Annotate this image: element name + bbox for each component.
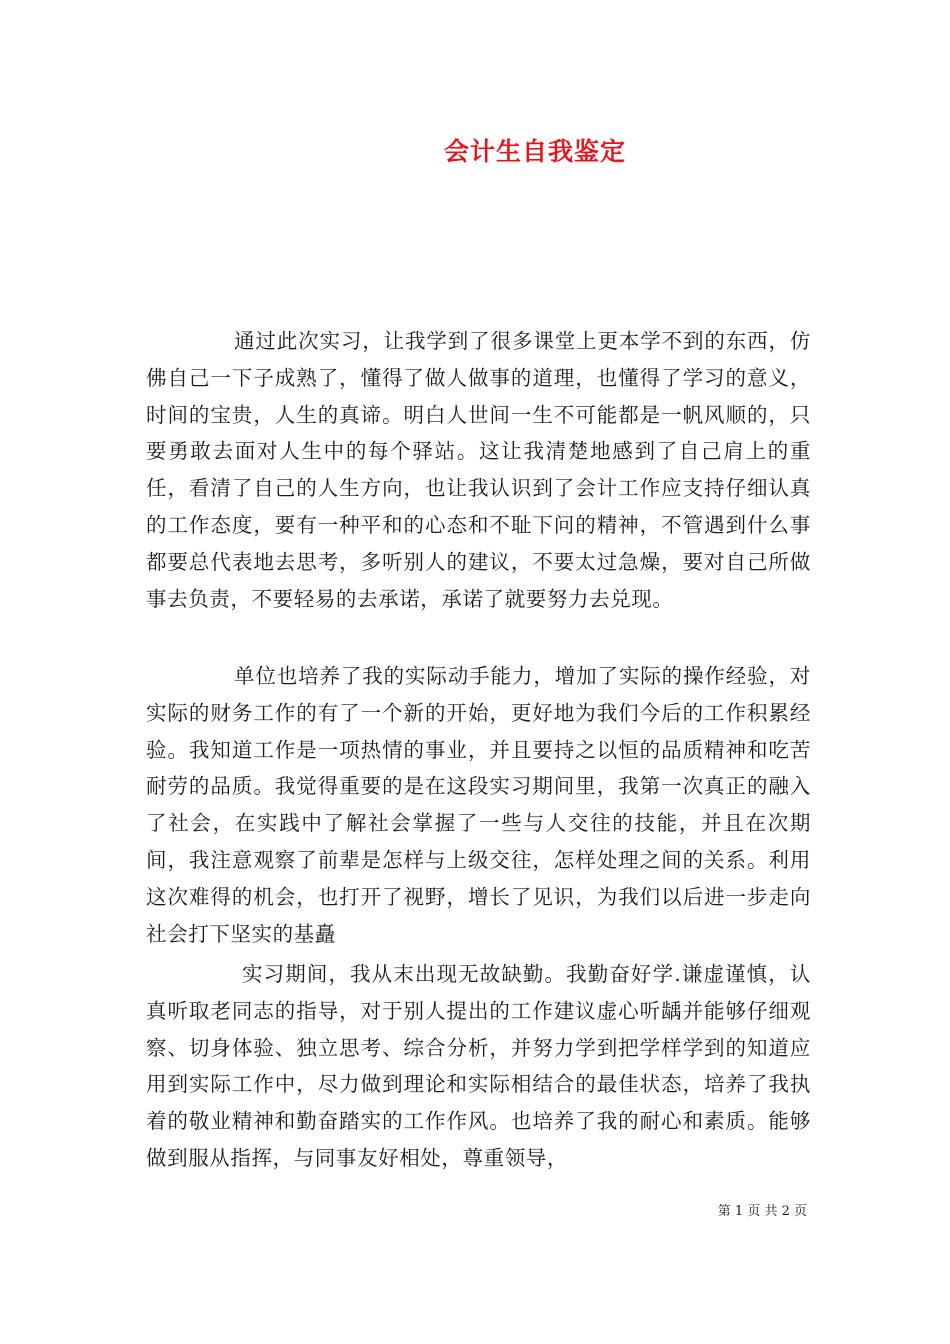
- paragraph-3-body: 认真听取老同志的指导，对于别人提出的工作建议虚心听龋并能够仔细观察、切身体验、独立思考、综合分析，并努力学到把学样学到的知道应用到实际工作中，尽力做到理论和实际相结合的最佳状态，培养了我执着的敬业精神和勤奋踏实的工作作风。也培养了我的耐心和素质。能够做到服从指挥，与同事友好相处，尊重领导，: [146, 962, 811, 1170]
- paragraph-3: [146, 956, 811, 1177]
- page-number-footer: 第 1 页 共 2 页: [717, 1204, 807, 1219]
- paragraph-2: [146, 658, 811, 952]
- paragraph-3-first-line: 实习期间，我从末出现无故缺勤。我勤奋好学.谦虚谨慎，: [242, 962, 790, 986]
- paragraph-1-first-line: 通过此次实习，让我学到了很多课堂上更本学不到的东西，: [234, 329, 790, 353]
- document-title: 会计生自我鉴定: [443, 137, 626, 166]
- paragraph-2-first-line: 单位也培养了我的实际动手能力，增加了实际的操作经验，: [234, 664, 790, 688]
- paragraph-1-body: 仿佛自己一下子成熟了，懂得了做人做事的道理，也懂得了学习的意义，时间的宝贵，人生的真谛。明白人世间一生不可能都是一帆风顺的，只要勇敢去面对人生中的每个驿站。这让我清楚地感到了自己肩上的重任，看清了自己的人生方向，也让我认识到了会计工作应支持仔细认真的工作态度，要有一种平和的心态和不耻下问的精神，不管遇到什么事都要总代表地去思考，多听别人的建议，不要太过急燥，要对自己所做事去负责，不要轻易的去承诺，承诺了就要努力去兑现。: [146, 329, 811, 611]
- paragraph-2-body: 对实际的财务工作的有了一个新的开始，更好地为我们今后的工作积累经验。我知道工作是一项热情的事业，并且要持之以恒的品质精神和吃苦耐劳的品质。我觉得重要的是在这段实习期间里，我第一次真正的融入了社会，在实践中了解社会掌握了一些与人交往的技能，并且在次期间，我注意观察了前辈是怎样与上级交往，怎样处理之间的关系。利用这次难得的机会，也打开了视野，增长了见识，为我们以后进一步走向社会打下坚实的基矗: [146, 664, 811, 946]
- paragraph-1: [146, 323, 811, 617]
